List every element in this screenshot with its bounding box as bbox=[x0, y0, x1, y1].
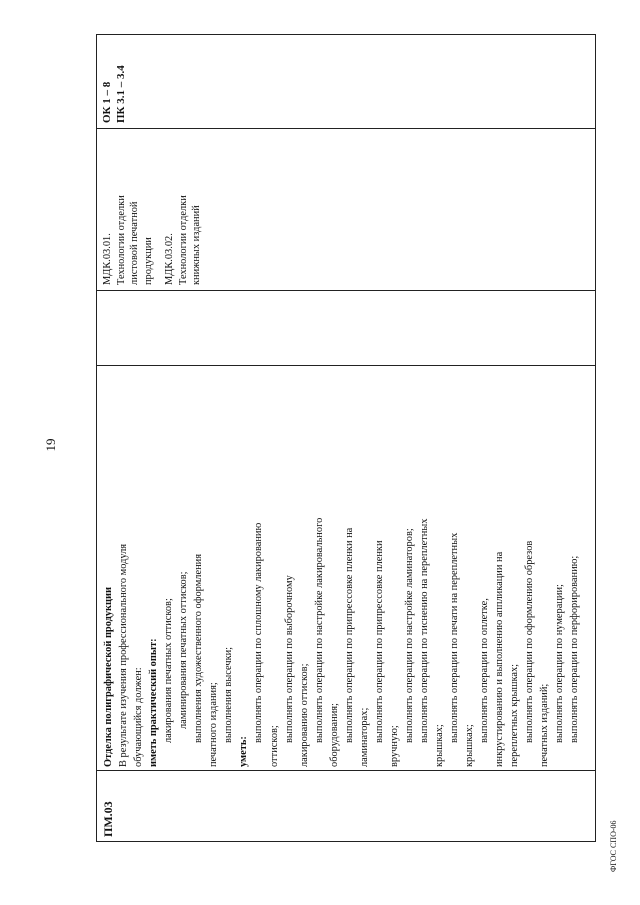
course-line: Технологии отделки bbox=[115, 195, 127, 285]
course-line bbox=[155, 135, 163, 285]
course-line: листовой печатной bbox=[129, 201, 140, 285]
content-line: выполнять операции по настройке ламинаторов; bbox=[403, 528, 415, 743]
course-line: продукции bbox=[142, 237, 154, 285]
content-line: выполнять операции по припрессовке пленки на bbox=[343, 527, 355, 743]
content-line: лакирования печатных оттисков; bbox=[163, 598, 175, 743]
content-line: выполнять операции по припрессовке пленки bbox=[373, 540, 385, 743]
content-line: лакированию оттисков; bbox=[298, 663, 310, 767]
content-line: выполнять операции по оплетке, bbox=[479, 598, 491, 743]
column-divider bbox=[97, 128, 595, 129]
footer-standard: ФГОС СПО-06 bbox=[609, 820, 618, 872]
content-line: вручную; bbox=[388, 725, 400, 767]
content-line: выполнения художественного оформления bbox=[193, 554, 205, 743]
content-line: ламинирования печатных оттисков; bbox=[178, 571, 190, 729]
curriculum-table bbox=[96, 34, 596, 842]
module-content-cell bbox=[101, 372, 583, 767]
course-line: МДК.03.02. bbox=[164, 233, 175, 285]
content-line: печатного издания; bbox=[208, 682, 220, 767]
competency-code: ОК 1 – 8 bbox=[101, 81, 113, 123]
content-line: В результате изучения профессионального модуля bbox=[118, 543, 130, 767]
table-rotated-body bbox=[96, 34, 596, 842]
content-line: Отделка полиграфической продукции bbox=[103, 587, 114, 767]
competency-code: ПК 3.1 – 3.4 bbox=[114, 65, 127, 123]
content-line: оборудования; bbox=[328, 703, 340, 767]
column-divider bbox=[97, 290, 595, 291]
module-code-cell: ПМ.03 bbox=[101, 801, 115, 837]
course-line: книжных изданий bbox=[191, 205, 202, 285]
content-line: выполнять операции по сплошному лакированию bbox=[253, 522, 265, 743]
content-line: выполнять операции по оформлению обрезов bbox=[524, 540, 536, 743]
content-line: выполнять операции по настройке лакировального bbox=[313, 517, 325, 743]
content-line: крышках; bbox=[434, 724, 446, 767]
column-divider bbox=[97, 365, 595, 366]
interdisciplinary-course-cell bbox=[101, 135, 204, 285]
content-line: выполнять операции по тиснению на переплетных bbox=[418, 518, 430, 743]
course-line: МДК.03.01. bbox=[102, 233, 113, 285]
content-line: выполнять операции по перфорированию; bbox=[569, 555, 581, 743]
content-line: обучающийся должен: bbox=[133, 667, 145, 767]
content-line: уметь: bbox=[238, 736, 250, 767]
column-divider bbox=[97, 770, 595, 771]
content-line: крышках; bbox=[464, 724, 476, 767]
content-line: ламинаторах; bbox=[358, 707, 370, 767]
content-line: иметь практический опыт: bbox=[148, 638, 160, 767]
content-line: выполнять операции по печати на переплетных bbox=[449, 532, 461, 743]
content-line: выполнять операции по выборочному bbox=[283, 575, 295, 743]
content-line: инкрустированию и выполнению аппликации на bbox=[494, 551, 506, 767]
course-line: Технологии отделки bbox=[177, 195, 189, 285]
content-line: оттисков; bbox=[268, 725, 280, 767]
content-line: переплетных крышках; bbox=[509, 663, 521, 767]
page-number: 19 bbox=[43, 438, 58, 452]
competencies-cell bbox=[101, 37, 128, 123]
content-line: печатных изданий; bbox=[539, 683, 551, 767]
content-line: выполнять операции по нумерации; bbox=[554, 584, 566, 743]
content-line: выполнения высечки; bbox=[223, 646, 235, 743]
